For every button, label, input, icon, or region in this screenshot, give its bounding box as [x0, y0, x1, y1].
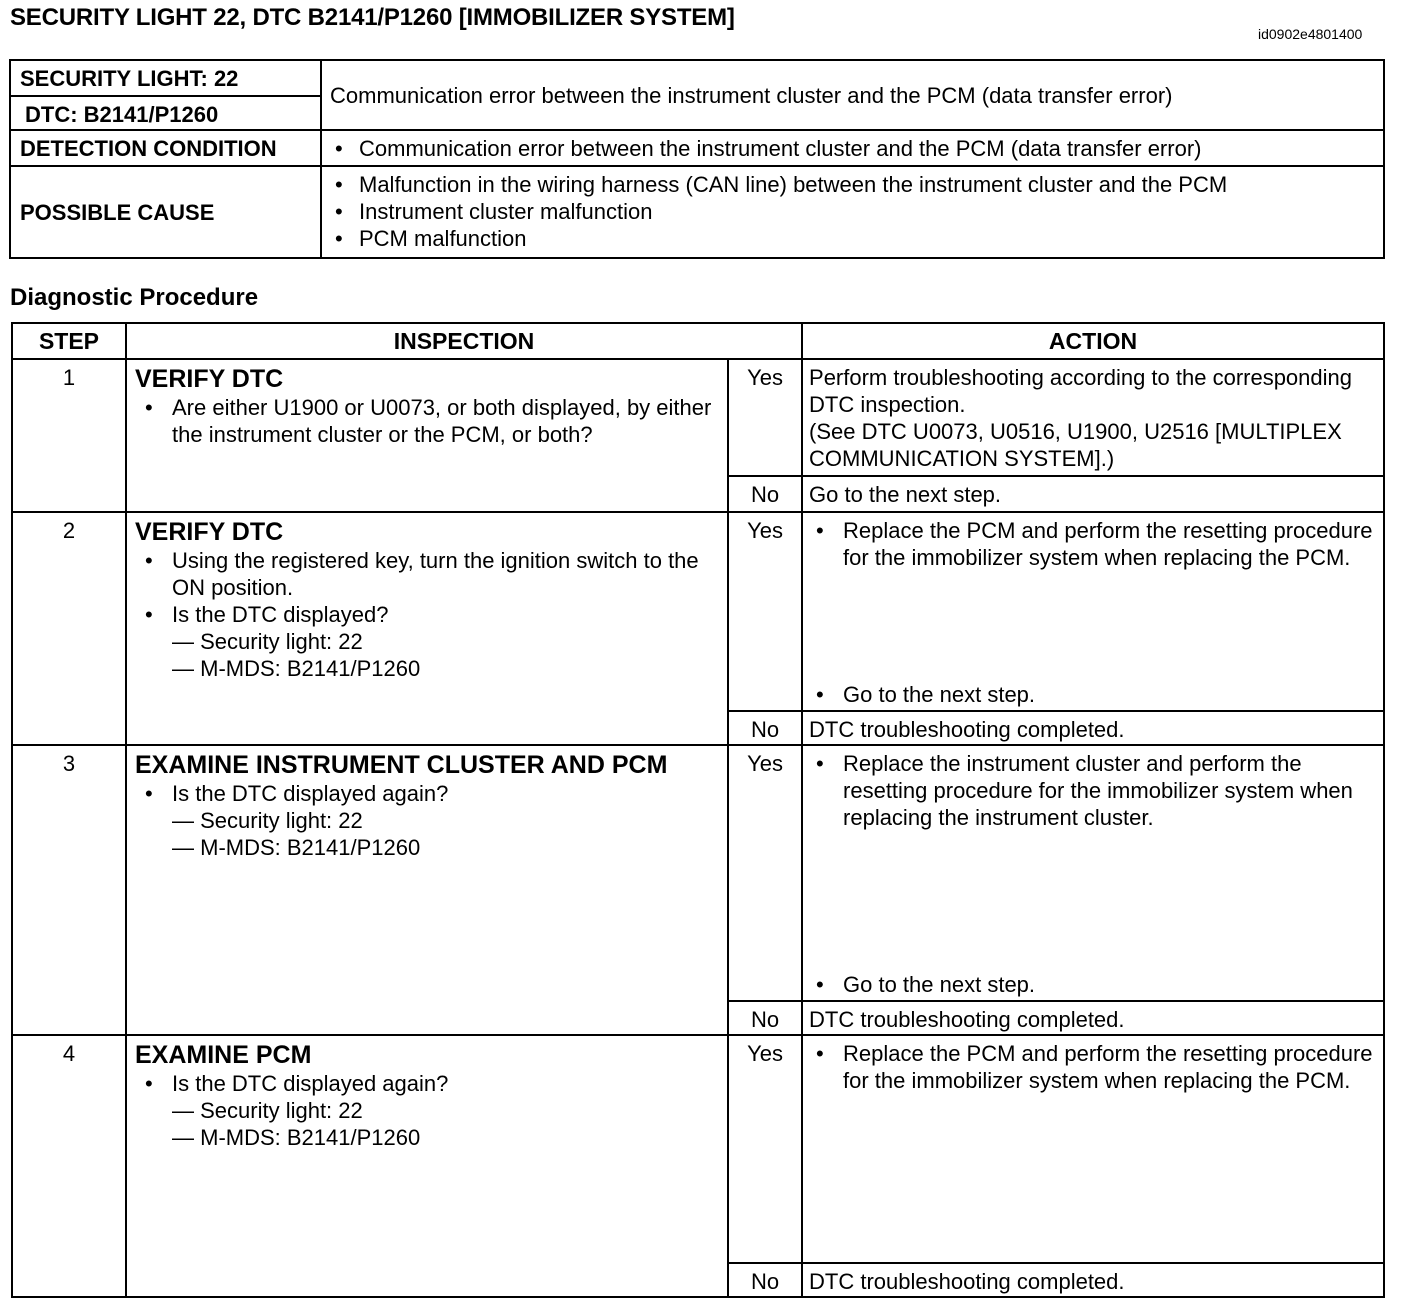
- step-inspection: [126, 745, 728, 1035]
- procedure-table: [11, 322, 1385, 1298]
- step-heading: EXAMINE INSTRUMENT CLUSTER AND PCM: [135, 751, 668, 779]
- action-text: Perform troubleshooting according to the corresponding DTC inspection.: [809, 365, 1353, 417]
- step-no-action: Go to the next step.: [802, 476, 1384, 512]
- step-yes-action: [802, 1035, 1384, 1263]
- dash-item: — Security light: 22: [172, 808, 363, 833]
- step-yes-action: [802, 745, 1384, 1001]
- security-light-label: SECURITY LIGHT: 22: [10, 60, 321, 96]
- step-yes-action: [802, 512, 1384, 711]
- list-item: • Go to the next step.: [803, 971, 1377, 998]
- list-item: • Communication error between the instrument cluster and the PCM (data transfer error): [322, 135, 1383, 162]
- list-item: • Replace the PCM and perform the resetting procedure for the immobilizer system when replacing the PCM.: [803, 1040, 1377, 1094]
- yes-label: Yes: [728, 745, 802, 1001]
- step-number: 3: [12, 745, 126, 1035]
- step-heading: VERIFY DTC: [135, 518, 284, 546]
- step-no-action: DTC troubleshooting completed.: [802, 1001, 1384, 1035]
- no-label: No: [728, 1001, 802, 1035]
- list-item: • Replace the instrument cluster and perform the resetting procedure for the immobilizer system when replacing the instrument cluster.: [803, 750, 1377, 831]
- action-reference: (See DTC U0073, U0516, U1900, U2516 [MULTIPLEX COMMUNICATION SYSTEM].): [809, 419, 1342, 471]
- page-title: SECURITY LIGHT 22, DTC B2141/P1260 [IMMOBILIZER SYSTEM]: [10, 4, 735, 31]
- document-id: id0902e4801400: [1258, 26, 1363, 42]
- no-label: No: [728, 476, 802, 512]
- list-item: • Replace the PCM and perform the resetting procedure for the immobilizer system when replacing the PCM.: [803, 517, 1377, 571]
- list-item: • Are either U1900 or U0073, or both displayed, by either the instrument cluster or the PCM, or both?: [135, 394, 727, 448]
- detection-list: [322, 135, 1383, 162]
- section-title: Diagnostic Procedure: [10, 284, 259, 311]
- list-item: • Is the DTC displayed again?: [135, 780, 727, 807]
- dash-item: — M-MDS: B2141/P1260: [172, 1125, 421, 1150]
- list-item: • Malfunction in the wiring harness (CAN line) between the instrument cluster and the PCM: [322, 171, 1383, 198]
- step-no-action: DTC troubleshooting completed.: [802, 1263, 1384, 1297]
- yes-label: Yes: [728, 359, 802, 476]
- dash-item: — Security light: 22: [172, 629, 363, 654]
- step-no-action: DTC troubleshooting completed.: [802, 711, 1384, 745]
- step-inspection: [126, 359, 728, 512]
- column-header-action: ACTION: [802, 323, 1384, 359]
- column-header-step: STEP: [12, 323, 126, 359]
- dash-item: — Security light: 22: [172, 1098, 363, 1123]
- list-item: • Is the DTC displayed again?: [135, 1070, 727, 1097]
- info-table: [9, 59, 1385, 259]
- list-item: • PCM malfunction: [322, 225, 1383, 252]
- yes-label: Yes: [728, 1035, 802, 1263]
- list-item: • Go to the next step.: [803, 681, 1377, 708]
- detection-condition-label: DETECTION CONDITION: [10, 130, 321, 166]
- no-label: No: [728, 711, 802, 745]
- step-number: 4: [12, 1035, 126, 1297]
- list-item: • Is the DTC displayed?: [135, 601, 727, 628]
- dtc-label: DTC: B2141/P1260: [10, 96, 321, 130]
- step-heading: EXAMINE PCM: [135, 1041, 312, 1069]
- list-item: • Instrument cluster malfunction: [322, 198, 1383, 225]
- cause-list: [322, 171, 1383, 252]
- step-yes-action: [802, 359, 1384, 476]
- step-inspection: [126, 1035, 728, 1297]
- step-number: 2: [12, 512, 126, 745]
- no-label: No: [728, 1263, 802, 1297]
- possible-cause-label: POSSIBLE CAUSE: [10, 166, 321, 258]
- step-heading: VERIFY DTC: [135, 365, 284, 393]
- yes-label: Yes: [728, 512, 802, 711]
- list-item: • Using the registered key, turn the ignition switch to the ON position.: [135, 547, 727, 601]
- column-header-inspection: INSPECTION: [126, 323, 802, 359]
- step-inspection: [126, 512, 728, 745]
- step-number: 1: [12, 359, 126, 512]
- error-description: Communication error between the instrument cluster and the PCM (data transfer error): [321, 60, 1384, 130]
- dash-item: — M-MDS: B2141/P1260: [172, 656, 421, 681]
- dash-item: — M-MDS: B2141/P1260: [172, 835, 421, 860]
